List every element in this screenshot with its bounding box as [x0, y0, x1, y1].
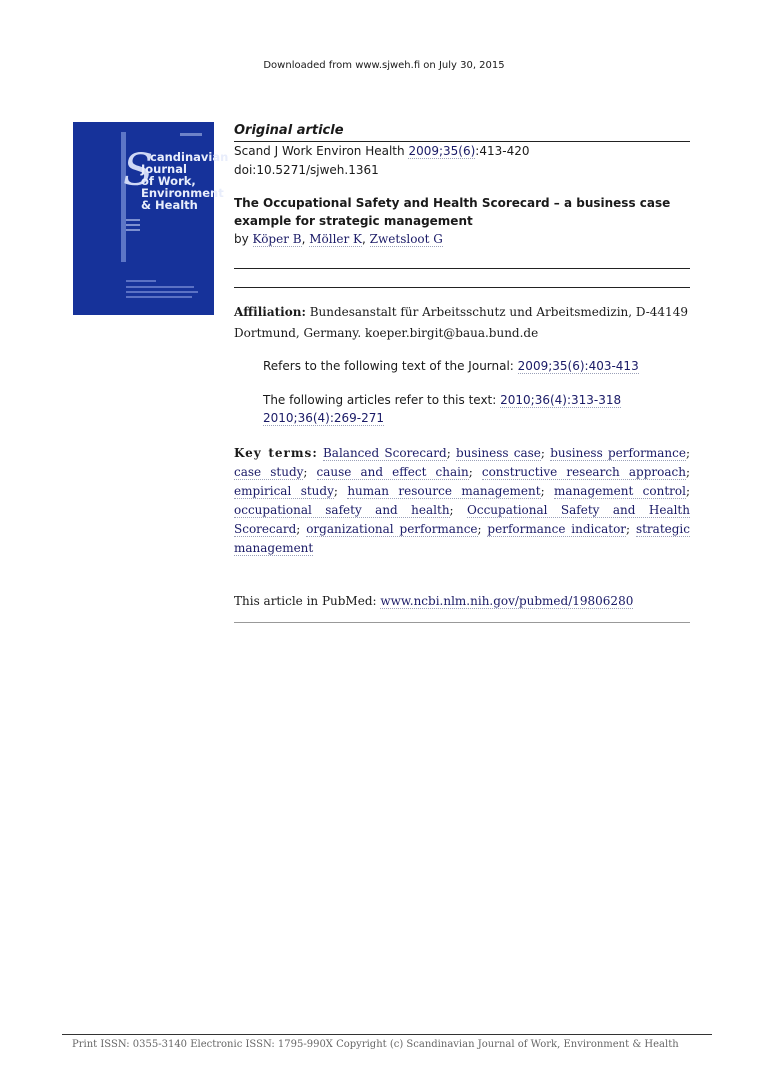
- keyword-link[interactable]: strategic management: [234, 522, 690, 555]
- journal-cover-image: [73, 122, 229, 315]
- keyword-link[interactable]: case study: [234, 465, 304, 479]
- author-line: by Köper B, Möller K, Zwetsloot G: [234, 232, 443, 246]
- author-link[interactable]: Zwetsloot G: [369, 232, 443, 246]
- citation-line: [234, 142, 690, 161]
- referred-by: [263, 391, 683, 427]
- issue-link[interactable]: 2009;35(6): [408, 144, 476, 158]
- keyword-link[interactable]: organizational performance: [306, 522, 478, 536]
- cover-volume-mark: [126, 224, 140, 226]
- refers-link[interactable]: 2009;35(6):403-413: [517, 359, 639, 373]
- pubmed-line: [234, 592, 633, 611]
- cover-title-line: candinavian: [150, 150, 229, 164]
- keyword-link[interactable]: performance indicator: [487, 522, 627, 536]
- cover-title-line: of Work,: [141, 174, 196, 188]
- affiliation: [234, 302, 690, 344]
- key-terms-label: Key terms:: [234, 446, 318, 460]
- pubmed-label: This article in PubMed:: [234, 594, 381, 608]
- cover-publisher-line: [126, 291, 198, 293]
- cover-title-line: Environment: [141, 186, 224, 200]
- cover-title-line: Journal: [141, 162, 187, 176]
- cover-issn-mark: [180, 133, 202, 136]
- journal-abbrev: Scand J Work Environ Health: [234, 144, 409, 158]
- cover-volume-mark: [126, 219, 140, 221]
- divider: [234, 287, 690, 288]
- referring-article-link[interactable]: 2010;36(4):313-318: [500, 393, 622, 407]
- article-meta: [234, 122, 690, 249]
- keyword-link[interactable]: cause and effect chain: [316, 465, 469, 479]
- keyword-link[interactable]: business performance: [550, 446, 686, 460]
- cover-initial: S: [123, 145, 154, 196]
- footer-rule: [62, 1034, 712, 1035]
- refers-to: [263, 357, 639, 375]
- keyword-link[interactable]: management control: [554, 484, 686, 498]
- section-label: Original article: [234, 122, 690, 142]
- keyword-link[interactable]: business case: [455, 446, 541, 460]
- cover-volume-mark: [126, 229, 140, 231]
- refers-label: Refers to the following text of the Journal:: [263, 359, 518, 373]
- cover-publisher-line: [126, 296, 192, 298]
- keyword-link[interactable]: constructive research approach: [481, 465, 686, 479]
- keyword-link[interactable]: empirical study: [234, 484, 334, 498]
- affiliation-text: Bundesanstalt für Arbeitsschutz und Arbeitsmedizin, D-44149 Dortmund, Germany. koeper.birgit@baua.bund.de: [234, 305, 688, 340]
- referred-label: The following articles refer to this text:: [263, 393, 501, 407]
- keyword-link[interactable]: Balanced Scorecard: [322, 446, 447, 460]
- keyword-link[interactable]: human resource management: [347, 484, 541, 498]
- keyword-link[interactable]: Occupational Safety and Health Scorecard: [234, 503, 690, 536]
- author-link[interactable]: Möller K: [309, 232, 363, 246]
- download-note: Downloaded from www.sjweh.fi on July 30, 2015: [263, 60, 505, 71]
- cover-publisher-line: [126, 280, 156, 282]
- cover-title-line: & Health: [141, 198, 198, 212]
- author-link[interactable]: Köper B: [252, 232, 302, 246]
- by-label: by: [234, 232, 253, 246]
- affiliation-label: Affiliation:: [234, 305, 306, 319]
- key-terms: Key terms: Balanced Scorecard; business case; business performance; case study; cause and effect chain; constructive research approach; empirical study; human resource management; management control; occupational safety and health; Occupational Safety and Health Scorecard; organizational performance; performance indicator; strategic management: [234, 446, 691, 555]
- cover-title: [128, 151, 228, 211]
- keyword-link[interactable]: occupational safety and health: [234, 503, 450, 517]
- pubmed-link[interactable]: www.ncbi.nlm.nih.gov/pubmed/19806280: [380, 594, 634, 608]
- doi: doi:10.5271/sjweh.1361: [234, 163, 379, 177]
- divider: [234, 622, 690, 623]
- divider: [234, 268, 690, 269]
- article-title: The Occupational Safety and Health Scorecard – a business case example for strategic management: [234, 196, 671, 228]
- referring-article-link[interactable]: 2010;36(4):269-271: [263, 411, 385, 425]
- cover-publisher-line: [126, 286, 194, 288]
- footer-issn: Print ISSN: 0355-3140 Electronic ISSN: 1795-990X Copyright (c) Scandinavian Journal of Work, Environment & Health: [72, 1039, 679, 1050]
- page-range: :413-420: [475, 144, 530, 158]
